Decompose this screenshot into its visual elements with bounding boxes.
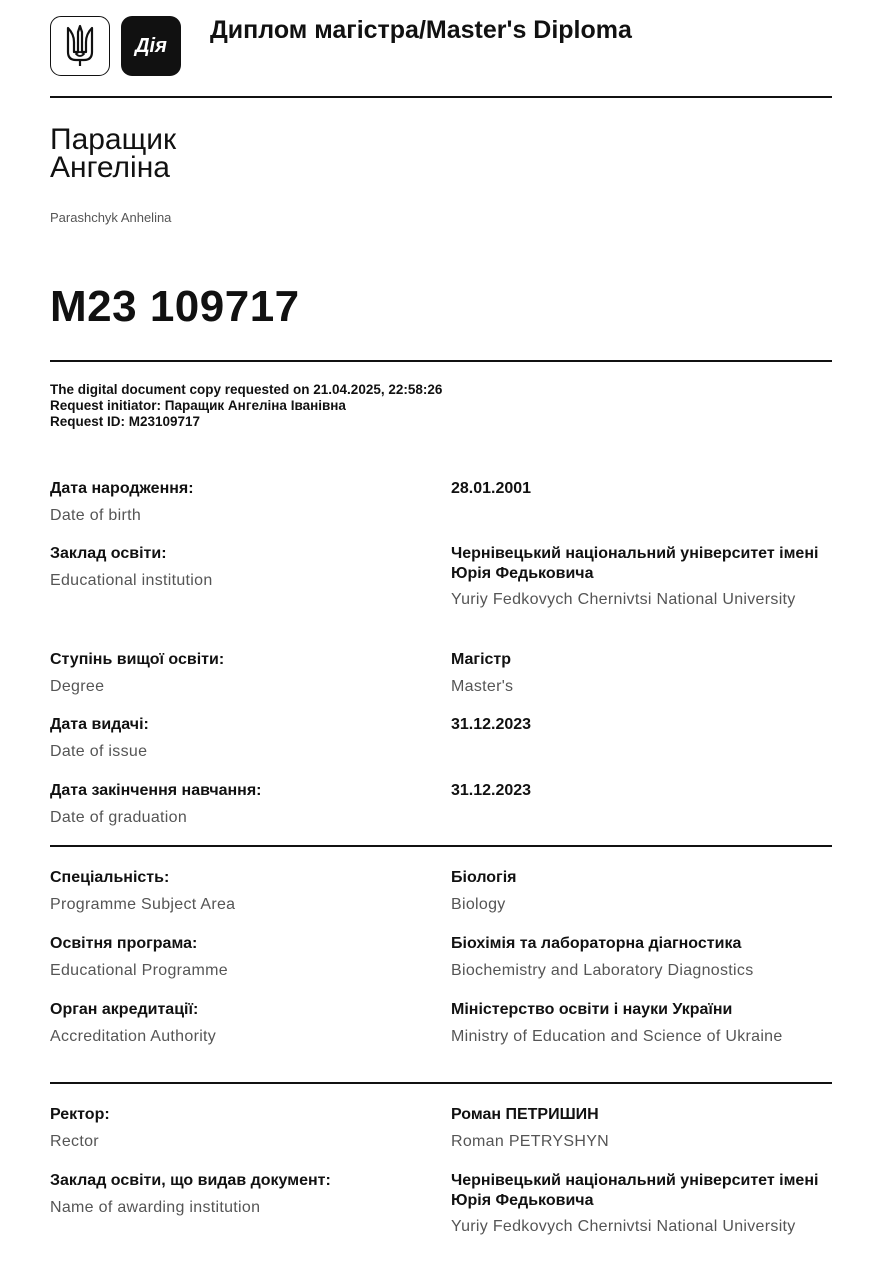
holder-name-uk — [50, 123, 177, 184]
field-value-uk: Магістр — [451, 651, 512, 668]
field-value-en: Ministry of Education and Science of Ukraine — [451, 1028, 783, 1045]
field-value-uk: Роман ПЕТРИШИН — [451, 1106, 599, 1123]
request-id: Request ID: M23109717 — [50, 414, 201, 429]
field-value — [451, 544, 831, 610]
field-label-en: Educational institution — [50, 572, 213, 589]
diia-logo-text: Дія — [135, 34, 167, 57]
field-value — [451, 1105, 831, 1152]
ukraine-trident-logo-icon — [50, 16, 110, 76]
field-label-uk: Ступінь вищої освіти: — [50, 651, 225, 668]
field-value — [451, 1171, 831, 1237]
field-label-uk: Освітня програма: — [50, 935, 198, 952]
field-value-uk: 28.01.2001 — [451, 480, 532, 497]
field-label — [50, 781, 262, 828]
field-label-en: Name of awarding institution — [50, 1199, 261, 1216]
divider — [50, 360, 832, 362]
field-value-en: Biology — [451, 896, 506, 913]
holder-name-en: Parashchyk Anhelina — [50, 210, 172, 225]
divider — [50, 96, 832, 98]
field-value-en: Yuriy Fedkovych Chernivtsi National University — [451, 1218, 796, 1235]
field-label — [50, 1000, 216, 1047]
field-value — [451, 1000, 831, 1047]
field-label-uk: Заклад освіти: — [50, 545, 167, 562]
divider — [50, 1082, 832, 1084]
field-label-en: Date of birth — [50, 507, 142, 524]
field-label-en: Degree — [50, 678, 105, 695]
field-value-en: Master's — [451, 678, 514, 695]
field-label-en: Accreditation Authority — [50, 1028, 217, 1045]
field-label — [50, 868, 235, 915]
field-label-en: Date of issue — [50, 743, 148, 760]
field-label-uk: Дата народження: — [50, 480, 194, 497]
document-number: M23 109717 — [50, 282, 300, 331]
field-label — [50, 544, 213, 591]
field-label-uk: Дата закінчення навчання: — [50, 782, 262, 799]
request-meta — [50, 382, 442, 430]
field-value-uk: Чернівецький національний університет імені Юрія Федьковича — [451, 1172, 819, 1209]
field-label — [50, 1105, 110, 1152]
field-label-uk: Дата видачі: — [50, 716, 149, 733]
field-label — [50, 715, 149, 762]
field-value-uk: Біологія — [451, 869, 517, 886]
request-timestamp: The digital document copy requested on 21.04.2025, 22:58:26 — [50, 382, 443, 397]
field-label — [50, 1171, 331, 1218]
document-title: Диплом магістра/Master's Diploma — [210, 16, 632, 44]
field-label-en: Rector — [50, 1133, 99, 1150]
field-label-uk: Заклад освіти, що видав документ: — [50, 1172, 331, 1189]
field-label-en: Date of graduation — [50, 809, 188, 826]
request-initiator: Request initiator: Паращик Ангеліна Іванівна — [50, 398, 346, 413]
field-value-uk: Біохімія та лабораторна діагностика — [451, 935, 742, 952]
field-label — [50, 934, 228, 981]
field-value — [451, 479, 831, 499]
holder-surname: Паращик — [50, 123, 177, 156]
field-label-uk: Ректор: — [50, 1106, 110, 1123]
field-value — [451, 868, 831, 915]
holder-given-name: Ангеліна — [50, 151, 170, 184]
field-value-en: Yuriy Fedkovych Chernivtsi National University — [451, 591, 796, 608]
field-value — [451, 934, 831, 981]
field-value-uk: Чернівецький національний університет імені Юрія Федьковича — [451, 545, 819, 582]
field-label-uk: Орган акредитації: — [50, 1001, 199, 1018]
field-value-en: Roman PETRYSHYN — [451, 1133, 610, 1150]
field-label-en: Educational Programme — [50, 962, 228, 979]
field-value-uk: Міністерство освіти і науки України — [451, 1001, 733, 1018]
field-label-uk: Спеціальність: — [50, 869, 170, 886]
field-value-uk: 31.12.2023 — [451, 716, 532, 733]
field-value-uk: 31.12.2023 — [451, 782, 532, 799]
field-value — [451, 650, 831, 697]
field-label — [50, 479, 194, 526]
field-value-en: Biochemistry and Laboratory Diagnostics — [451, 962, 754, 979]
divider — [50, 845, 832, 847]
field-label — [50, 650, 224, 697]
field-value — [451, 781, 831, 801]
diia-logo — [121, 16, 181, 76]
field-label-en: Programme Subject Area — [50, 896, 236, 913]
field-value — [451, 715, 831, 735]
